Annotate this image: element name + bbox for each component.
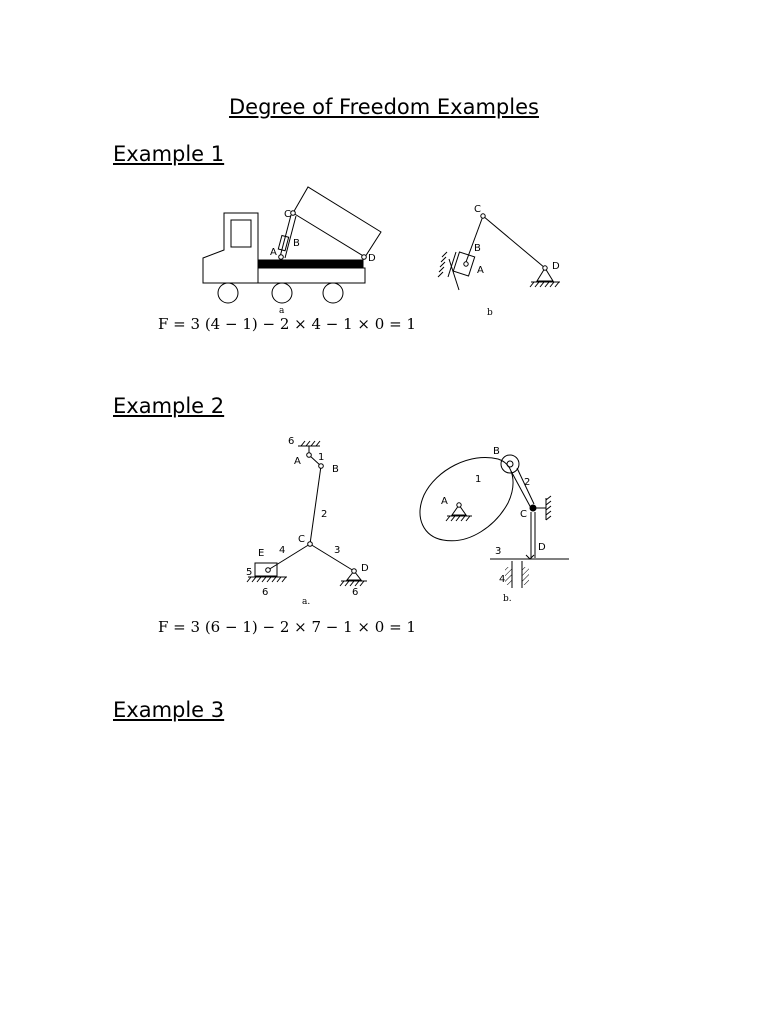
figure-2b-label-d: D [538, 542, 546, 553]
figure-1b-label-c: C [474, 204, 481, 215]
figure-2b-label-c: C [520, 509, 527, 520]
figure-2b-label-2: 2 [524, 477, 531, 488]
figure-2b-label-1: 1 [475, 474, 482, 485]
figure-2b-label-3: 3 [495, 546, 502, 557]
figure-1a-label-a: A [270, 247, 277, 258]
figure-2a-label-e: E [258, 548, 265, 559]
figure-2b-caption: b. [503, 594, 512, 604]
figure-2a-label-6-left: 6 [262, 587, 269, 598]
page-title: Degree of Freedom Examples [229, 95, 539, 119]
example-3-heading: Example 3 [113, 698, 225, 722]
figure-2a-label-5: 5 [246, 567, 253, 578]
figure-2a-label-c: C [298, 534, 305, 545]
figure-2a-label-a: A [294, 456, 301, 467]
figure-1a-caption: a [279, 306, 285, 316]
figure-2a-label-4: 4 [279, 545, 286, 556]
figure-2a-caption: a. [302, 597, 311, 607]
figure-1b-linkage [438, 214, 560, 290]
figure-1a-label-d: D [368, 253, 376, 264]
figure-1b-label-d: D [552, 261, 560, 272]
figure-2b-label-4: 4 [499, 574, 506, 585]
example-2-equation: F = 3 (6 − 1) − 2 × 7 − 1 × 0 = 1 [158, 618, 416, 636]
figure-2b-label-b: B [493, 446, 500, 457]
figure-1a-label-b: B [293, 238, 300, 249]
figure-1b-label-a: A [477, 265, 484, 276]
figure-1b-caption: b [487, 308, 493, 318]
figure-2a-label-d: D [361, 563, 369, 574]
figure-2b-label-a: A [441, 496, 448, 507]
example-1-equation: F = 3 (4 − 1) − 2 × 4 − 1 × 0 = 1 [158, 315, 416, 333]
figure-2a-label-2: 2 [321, 509, 328, 520]
figure-2b-cam-mechanism [420, 455, 569, 588]
example-1-heading: Example 1 [113, 142, 225, 166]
figure-2a-label-b: B [332, 464, 339, 475]
figure-2a-label-6-right: 6 [352, 587, 359, 598]
figure-2a-label-3: 3 [334, 545, 341, 556]
figure-2a-label-1: 1 [318, 452, 325, 463]
example-2-heading: Example 2 [113, 394, 225, 418]
figure-2a-linkage [247, 441, 367, 586]
figure-1a-dump-truck [203, 187, 381, 303]
figure-1b-label-b: B [474, 243, 481, 254]
figure-1a-label-c: C [284, 209, 291, 220]
figure-2a-label-6-top: 6 [288, 436, 295, 447]
